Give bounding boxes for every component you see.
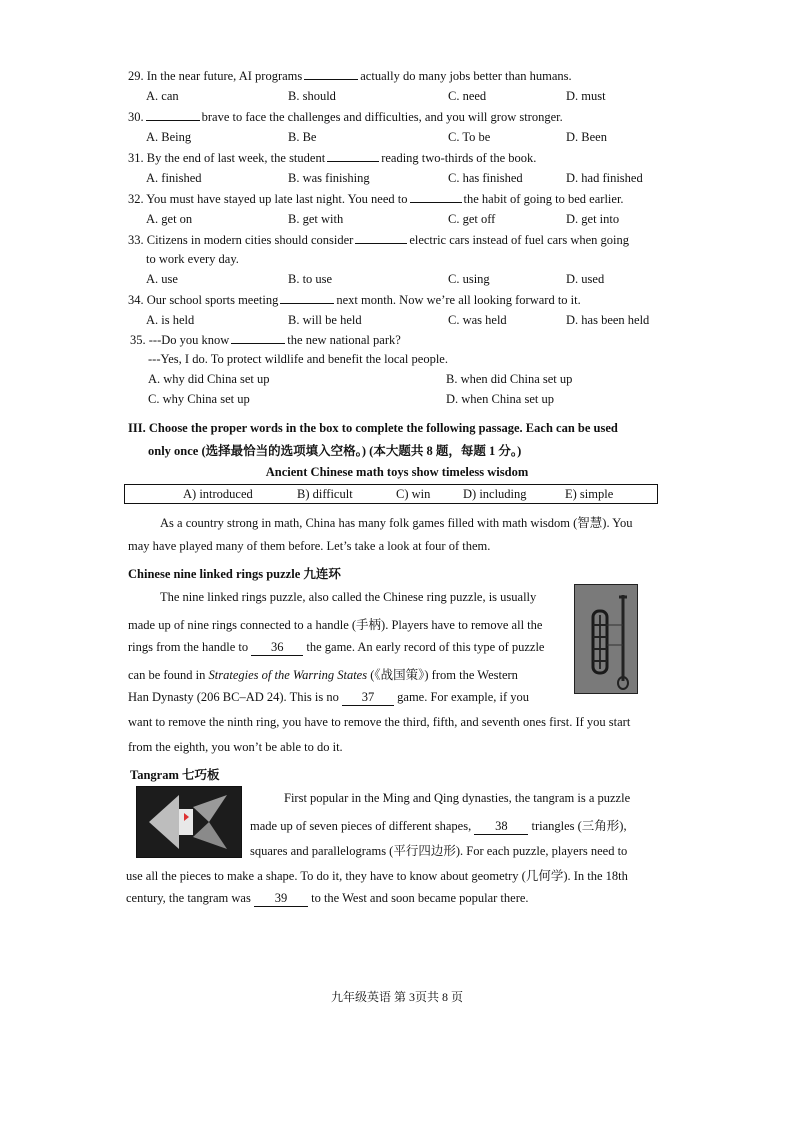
answer-blank[interactable] <box>327 150 379 162</box>
blank-37[interactable]: 37 <box>342 690 394 706</box>
blank-39[interactable]: 39 <box>254 891 308 907</box>
option-c[interactable]: C. need <box>448 89 487 103</box>
word-option: B) difficult <box>297 487 353 501</box>
answer-blank[interactable] <box>304 68 358 80</box>
question-32: 32. You must have stayed up late last night. You need to the habit of going to bed earlier. <box>128 192 624 206</box>
option-c[interactable]: C. To be <box>448 130 491 144</box>
answer-blank[interactable] <box>280 292 334 304</box>
answer-blank[interactable] <box>355 232 407 244</box>
word-option: C) win <box>396 487 431 501</box>
tangram-photo <box>136 786 242 858</box>
passage-text: want to remove the ninth ring, you have to remove the third, fifth, and seventh ones first. If you start <box>128 715 631 729</box>
answer-blank[interactable] <box>146 109 200 121</box>
word-option: D) including <box>463 487 527 501</box>
word-option: E) simple <box>565 487 614 501</box>
section-heading-cont: only once (选择最恰当的选项填入空格。) (本大题共 8 题，每题 1 分。) <box>148 444 522 458</box>
passage-text: The nine linked rings puzzle, also called the Chinese ring puzzle, is usually <box>160 590 537 604</box>
question-31: 31. By the end of last week, the student reading two-thirds of the book. <box>128 151 537 165</box>
option-a[interactable]: A. finished <box>146 171 202 185</box>
passage-text: squares and parallelograms (平行四边形). For each puzzle, players need to <box>250 844 628 858</box>
option-d[interactable]: D. used <box>566 272 605 286</box>
question-33: 33. Citizens in modern cities should consider electric cars instead of fuel cars when going <box>128 233 630 247</box>
passage-text: from the eighth, you won’t be able to do it. <box>128 740 343 754</box>
question-29: 29. In the near future, AI programs actually do many jobs better than humans. <box>128 69 572 83</box>
option-c[interactable]: C. has finished <box>448 171 523 185</box>
option-d[interactable]: D. get into <box>566 212 620 226</box>
option-c[interactable]: C. why China set up <box>148 392 250 406</box>
passage-text: use all the pieces to make a shape. To do it, they have to know about geometry (几何学). In the 18th <box>126 869 628 883</box>
passage-text: may have played many of them before. Let’s take a look at four of them. <box>128 539 491 553</box>
answer-blank[interactable] <box>410 191 462 203</box>
option-a[interactable]: A. can <box>146 89 179 103</box>
passage-text: As a country strong in math, China has many folk games filled with math wisdom (智慧). You <box>160 516 633 530</box>
subheading-rings: Chinese nine linked rings puzzle 九连环 <box>128 567 341 581</box>
passage-text: made up of nine rings connected to a handle (手柄). Players have to remove all the <box>128 618 543 632</box>
question-30: 30. brave to face the challenges and difficulties, and you will grow stronger. <box>128 110 563 124</box>
option-a[interactable]: A. Being <box>146 130 192 144</box>
option-c[interactable]: C. get off <box>448 212 496 226</box>
option-b[interactable]: B. to use <box>288 272 333 286</box>
option-d[interactable]: D. has been held <box>566 313 650 327</box>
section-heading: III. Choose the proper words in the box to complete the following passage. Each can be used <box>128 421 618 435</box>
option-d[interactable]: D. when China set up <box>446 392 554 406</box>
passage-text: century, the tangram was 39 to the West and soon became popular there. <box>126 891 529 905</box>
page-footer: 九年级英语 第 3页共 8 页 <box>330 990 463 1004</box>
answer-blank[interactable] <box>231 332 285 344</box>
option-b[interactable]: B. will be held <box>288 313 362 327</box>
passage-text: First popular in the Ming and Qing dynasties, the tangram is a puzzle <box>284 791 631 805</box>
option-b[interactable]: B. when did China set up <box>446 372 573 386</box>
tangram-illustration <box>137 787 241 857</box>
passage-text: can be found in Strategies of the Warring States (《战国策》) from the Western <box>128 668 518 682</box>
option-a[interactable]: A. is held <box>146 313 195 327</box>
passage-text: made up of seven pieces of different shapes, 38 triangles (三角形), <box>250 819 627 833</box>
option-a[interactable]: A. why did China set up <box>148 372 270 386</box>
option-b[interactable]: B. get with <box>288 212 344 226</box>
passage-text: Han Dynasty (206 BC–AD 24). This is no 37 game. For example, if you <box>128 690 530 704</box>
question-34: 34. Our school sports meeting next month. Now we’re all looking forward to it. <box>128 293 581 307</box>
option-d[interactable]: D. had finished <box>566 171 643 185</box>
option-a[interactable]: A. use <box>146 272 178 286</box>
question-35: 35. ---Do you know the new national park? <box>130 333 401 347</box>
option-c[interactable]: C. using <box>448 272 490 286</box>
word-box <box>124 484 658 504</box>
blank-38[interactable]: 38 <box>474 819 528 835</box>
rings-illustration <box>575 585 637 693</box>
option-b[interactable]: B. Be <box>288 130 317 144</box>
option-d[interactable]: D. Been <box>566 130 607 144</box>
passage-title: Ancient Chinese math toys show timeless wisdom <box>265 465 529 479</box>
blank-36[interactable]: 36 <box>251 640 303 656</box>
nine-rings-photo <box>574 584 638 694</box>
option-c[interactable]: C. was held <box>448 313 507 327</box>
word-option: A) introduced <box>183 487 253 501</box>
option-a[interactable]: A. get on <box>146 212 193 226</box>
subheading-tangram: Tangram 七巧板 <box>130 768 220 782</box>
option-b[interactable]: B. was finishing <box>288 171 370 185</box>
passage-text: rings from the handle to 36 the game. An early record of this type of puzzle <box>128 640 545 654</box>
option-b[interactable]: B. should <box>288 89 336 103</box>
option-d[interactable]: D. must <box>566 89 606 103</box>
question-35-reply: ---Yes, I do. To protect wildlife and benefit the local people. <box>148 352 448 366</box>
question-33-cont: to work every day. <box>146 252 239 266</box>
